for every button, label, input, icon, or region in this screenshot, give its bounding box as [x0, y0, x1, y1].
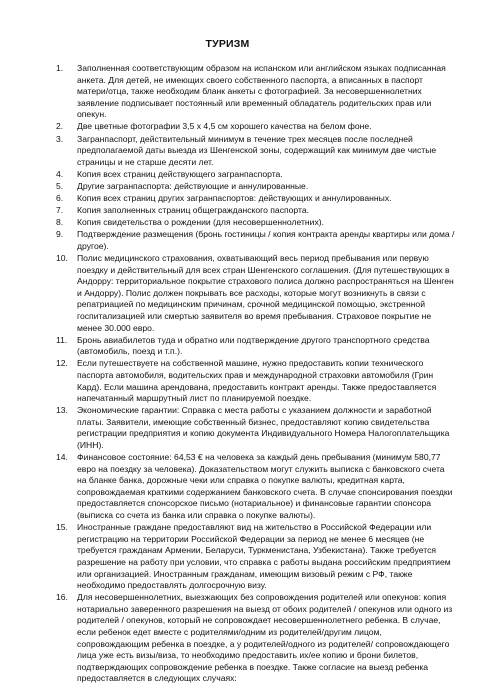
- list-item-number: 2.: [56, 121, 64, 132]
- list-item-text: Полис медицинского страхования, охватывающий весь период пребывания или первую поездку и действительный для всех стран Шенгенского соглашения. (Для путешествующих в Андорру: территориальное покрытие страхового полиса должно распространяться на Шенген и Андорру). Полис должен покрывать все расходы, которые могут возникнуть в связи с репатриацией по медицинским причинам, срочной медицинской помощью, экстренной госпитализацией или смертью заявителя во время пребывания. Страховое покрытие не менее 30.000 евро.: [77, 253, 454, 333]
- list-item-number: 8.: [56, 217, 64, 228]
- list-item-text: Загранпаспорт, действительный минимум в течение трех месяцев после последней предполагаемой даты выезда из Шенгенской зоны, содержащий как минимум две чистые страницы и не старше десяти лет.: [77, 133, 437, 167]
- list-item-text: Две цветные фотографии 3,5 х 4,5 см хорошего качества на белом фоне.: [77, 121, 372, 132]
- list-item-number: 3.: [56, 133, 64, 144]
- list-item-number: 11.: [56, 334, 68, 345]
- list-item-text: Подтверждение размещения (бронь гостиницы / копия контракта аренды квартиры или дома / другое).: [77, 229, 455, 251]
- list-item: [0, 134, 455, 169]
- list-item-number: 10.: [56, 253, 68, 263]
- list-item-number: 14.: [56, 452, 68, 463]
- list-item: [0, 592, 455, 685]
- list-item-number: 4.: [56, 168, 64, 179]
- list-item-text: Если путешествуете на собственной машине, нужно предоставить копии технического паспорта автомобиля, водительских прав и международной страховки автомобиля (Грин Кард). Если машина арендована, предоставить контракт аренды. Также предоставляется напечатанный маршрутный лист по планируемой поездке.: [77, 358, 437, 404]
- list-item-text: Копия заполненных страниц общегражданского паспорта.: [77, 205, 310, 216]
- list-item-text: Иностранные граждане предоставляют вид на жительство в Российской Федерации или регистрацию на территории Российской Федерации за период не менее 6 месяцев (не требуется гражданам Армении, Беларуси, Туркменистана, Узбекистана). Также требуется разрешение на работу при условии, что справка с работы выдана российским предприятием или организацией. Иностранным гражданам, имеющим визовый режим с РФ, также необходимо предоставлять долгосрочную визу.: [77, 522, 451, 591]
- list-item-number: 9.: [56, 229, 64, 240]
- list-item-number: 13.: [56, 405, 68, 416]
- list-item-text: Бронь авиабилетов туда и обратно или подтверждение другого транспортного средства (автомобиль, поезд и т.п.).: [77, 334, 430, 357]
- list-item-text: Копия всех страниц действующего загранпаспорта.: [77, 168, 283, 179]
- list-item-number: 5.: [56, 180, 64, 191]
- requirements-list: [0, 63, 455, 685]
- list-item: [0, 205, 455, 217]
- list-item: [0, 522, 455, 592]
- list-item-text: Финансовое состояние: 64,53 € на человека за каждый день пребывания (минимум 580,77 евро на поездку за человека). Доказательством могут служить выписка с банковского счета на бланке банка, дорожные чеки или справка о покупке валюты, кредитная карта, сопровождаемая краткими содержанием банковского счета. В случае спонсирования поездки предоставляется спонсорское письмо (нотариальное) и финансовые гарантии спонсора (выписка со счета из банка или справка о покупке валюты).: [77, 452, 453, 521]
- list-item-number: 6.: [56, 193, 64, 204]
- list-item: [0, 63, 455, 121]
- list-item: [0, 169, 455, 181]
- list-item-text: Другие загранпаспорта: действующие и аннулированные.: [77, 180, 309, 191]
- list-item: [0, 253, 455, 334]
- list-item: [0, 217, 455, 229]
- list-item: [0, 193, 455, 205]
- list-item-number: 1.: [56, 63, 64, 73]
- list-item: [0, 181, 455, 193]
- list-item: [0, 452, 455, 522]
- list-item: [0, 229, 455, 252]
- list-item-text: Копия всех страниц других загранпаспортов: действующих и аннулированных.: [77, 193, 392, 204]
- list-item: [0, 405, 455, 451]
- list-item-number: 16.: [56, 592, 68, 603]
- page-title: ТУРИЗМ: [205, 38, 250, 50]
- list-item-number: 15.: [56, 522, 68, 533]
- list-item: [0, 335, 455, 358]
- list-item-text: Копия свидетельства о рождении (для несовершеннолетних).: [77, 217, 325, 228]
- list-item-number: 12.: [56, 358, 68, 369]
- list-item-text: Заполненная соответствующим образом на испанском или английском языках подписанная анкета. Для детей, не имеющих своего собственного паспорта, а вписанных в паспорт матери/отца, также необходим бланк анкеты с фотографией. За несовершеннолетних заявление подписывает постоянный или временный обладатель родительских прав или опекун.: [77, 63, 446, 120]
- list-item-text: Для несовершеннолетних, выезжающих без сопровождения родителей или опекунов: копия нотариально заверенного разрешения на выезд от обоих родителей / опекунов или одного из родителей / опекунов, который не сопровождает несовершеннолетнего ребенка. В случае, если ребенок едет вместе с родителями/одним из родителей/другим лицом, сопровождающим ребенка в поездке, а у родителей/одного из родителей/ сопровождающего лица уже есть визы/виза, то необходимо предоставить их/ее копию и брони билетов, подтверждающих сопровождение ребенка в поездке. Также согласие на выезд ребенка предоставляется в следующих случаях:: [77, 592, 453, 684]
- list-item-number: 7.: [56, 205, 64, 216]
- list-item: [0, 358, 455, 404]
- list-item: [0, 121, 455, 133]
- list-item-text: Экономические гарантии: Справка с места работы с указанием должности и заработной платы. Заявители, имеющие собственный бизнес, предоставляют копию свидетельства регистрации предприятия и копию документа Индивидуального Номера Налогоплательщика (ИНН).: [77, 405, 450, 450]
